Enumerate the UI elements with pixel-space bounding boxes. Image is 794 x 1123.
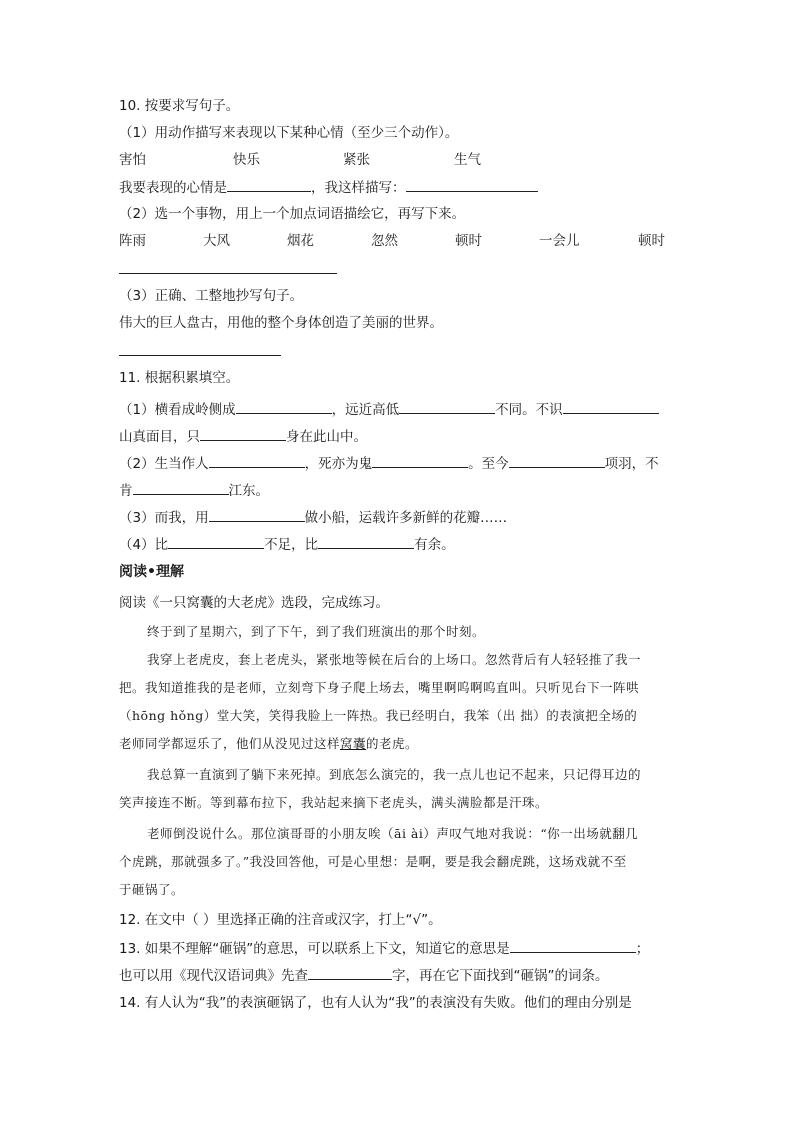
poem-text: 有余。 xyxy=(414,537,455,553)
q10-part3: （3）正确、工整地抄写句子。 xyxy=(119,288,304,304)
description-blank[interactable] xyxy=(406,177,538,192)
q11-line6 xyxy=(119,534,455,555)
q11-title: 11. 根据积累填空。 xyxy=(119,370,240,386)
passage-line: （hōng hǒng）堂大笑，笑得我脸上一阵热。我已经明白，我笨（出 拙）的表演把全场的 xyxy=(119,708,638,723)
fill-blank[interactable] xyxy=(372,453,468,468)
q13-line2 xyxy=(119,965,609,986)
fill-blank[interactable] xyxy=(133,480,229,495)
fill-blank[interactable] xyxy=(318,534,414,549)
poem-text: 山真面目，只 xyxy=(119,429,200,445)
passage-line: 个虎跳，那就强多了。”我没回答他，可是心里想：是啊，要是我会翻虎跳，这场戏就不至 xyxy=(119,854,627,869)
fill-blank[interactable] xyxy=(209,453,305,468)
q11-line5 xyxy=(119,507,507,528)
fill-blank[interactable] xyxy=(168,534,264,549)
passage-line xyxy=(119,734,418,754)
question-text: ； xyxy=(635,941,650,957)
mood-blank[interactable] xyxy=(227,177,311,192)
fill-blank[interactable] xyxy=(509,453,605,468)
q14-text: 14. 有人认为“我”的表演砸锅了，也有人认为“我”的表演没有失败。他们的理由分别是 xyxy=(119,995,632,1011)
poem-text: 项羽，不 xyxy=(604,456,659,472)
poem-text: 江东。 xyxy=(228,483,269,499)
q12-text: 12. 在文中（ ）里选择正确的注音或汉字，打上“√”。 xyxy=(119,912,442,928)
fill-blank[interactable] xyxy=(209,507,305,522)
word-option: 忽然 xyxy=(371,233,398,249)
q10-describe-line xyxy=(119,177,538,198)
q10-title: 10. 按要求写句子。 xyxy=(119,98,240,114)
fill-blank[interactable] xyxy=(200,426,286,441)
word-option: 顿时 xyxy=(455,233,482,249)
passage-line: 笑声接连不断。等到幕布拉下，我站起来摘下老虎头，满头满脸都是汗珠。 xyxy=(119,795,549,810)
passage-text: 老师同学都逗乐了，他们从没见过这样 xyxy=(119,736,341,751)
poem-text: 。至今 xyxy=(468,456,509,472)
fill-blank[interactable] xyxy=(399,399,495,414)
mood-option: 紧张 xyxy=(343,152,370,168)
word-option: 阵雨 xyxy=(119,233,146,249)
fill-blank[interactable] xyxy=(308,965,392,980)
passage-text: 的老虎。 xyxy=(366,736,419,751)
word-option: 一会儿 xyxy=(539,233,580,249)
poem-text: ，死亦为鬼 xyxy=(304,456,373,472)
passage-line: 老师倒没说什么。那位演哥哥的小朋友唉（āi ài）声叹气地对我说：“你一出场就翻几 xyxy=(147,826,639,841)
underlined-word: 窝囊 xyxy=(340,736,367,751)
q11-line4 xyxy=(119,480,269,501)
poem-text: （4）比 xyxy=(119,537,169,553)
question-text: 13. 如果不理解“砸锅”的意思，可以联系上下文，知道它的意思是 xyxy=(119,941,510,957)
q10-part1: （1）用动作描写来表现以下某种心情（至少三个动作）。 xyxy=(119,125,459,141)
question-text: 也可以用《现代汉语词典》先查 xyxy=(119,968,308,984)
poem-text: （1）横看成岭侧成 xyxy=(119,402,236,418)
reading-intro: 阅读《一只窝囊的大老虎》选段，完成练习。 xyxy=(119,595,389,611)
fill-blank[interactable] xyxy=(563,399,659,414)
describe-label-b: ，我这样描写： xyxy=(311,180,406,196)
passage-line: 我穿上老虎皮，套上老虎头，紧张地等候在后台的上场口。忽然背后有人轻轻推了我一 xyxy=(147,652,642,667)
q10-sentence: 伟大的巨人盘古，用他的整个身体创造了美丽的世界。 xyxy=(119,315,443,331)
poem-text: 肯 xyxy=(119,483,133,499)
q11-line3 xyxy=(119,453,659,474)
answer-line[interactable] xyxy=(119,355,281,356)
word-option: 烟花 xyxy=(287,233,314,249)
word-option: 顿时 xyxy=(638,233,665,249)
passage-line: 于砸锅了。 xyxy=(119,882,185,897)
passage-line: 终于到了星期六，到了下午，到了我们班演出的那个时刻。 xyxy=(147,624,486,639)
poem-text: ，远近高低 xyxy=(331,402,400,418)
mood-option: 生气 xyxy=(454,152,481,168)
poem-text: 不同。不识 xyxy=(495,402,563,418)
passage-line: 把。我知道推我的是老师，立刻弯下身子爬上场去，嘴里啊呜啊呜直叫。只听见台下一阵哄 xyxy=(119,680,640,695)
fill-blank[interactable] xyxy=(510,938,636,953)
section-heading: 阅读•理解 xyxy=(119,564,184,580)
q11-line1 xyxy=(119,399,659,420)
poem-text: （3）而我，用 xyxy=(119,510,209,526)
poem-text: 身在此山中。 xyxy=(286,429,367,445)
mood-option: 快乐 xyxy=(233,152,260,168)
fill-blank[interactable] xyxy=(236,399,332,414)
question-text: 字，再在它下面找到“砸锅”的词条。 xyxy=(392,968,609,984)
q13-line1 xyxy=(119,938,649,959)
q10-part2: （2）选一个事物，用上一个加点词语描绘它，再写下来。 xyxy=(119,206,466,222)
answer-line[interactable] xyxy=(119,273,337,274)
mood-option: 害怕 xyxy=(119,152,146,168)
q11-line2 xyxy=(119,426,367,447)
poem-text: （2）生当作人 xyxy=(119,456,209,472)
describe-label-a: 我要表现的心情是 xyxy=(119,180,227,196)
poem-text: 做小船，运载许多新鲜的花瓣…… xyxy=(304,510,508,526)
poem-text: 不足，比 xyxy=(264,537,319,553)
word-option: 大风 xyxy=(203,233,230,249)
passage-line: 我总算一直演到了躺下来死掉。到底怎么演完的，我一点儿也记不起来，只记得耳边的 xyxy=(147,767,642,782)
